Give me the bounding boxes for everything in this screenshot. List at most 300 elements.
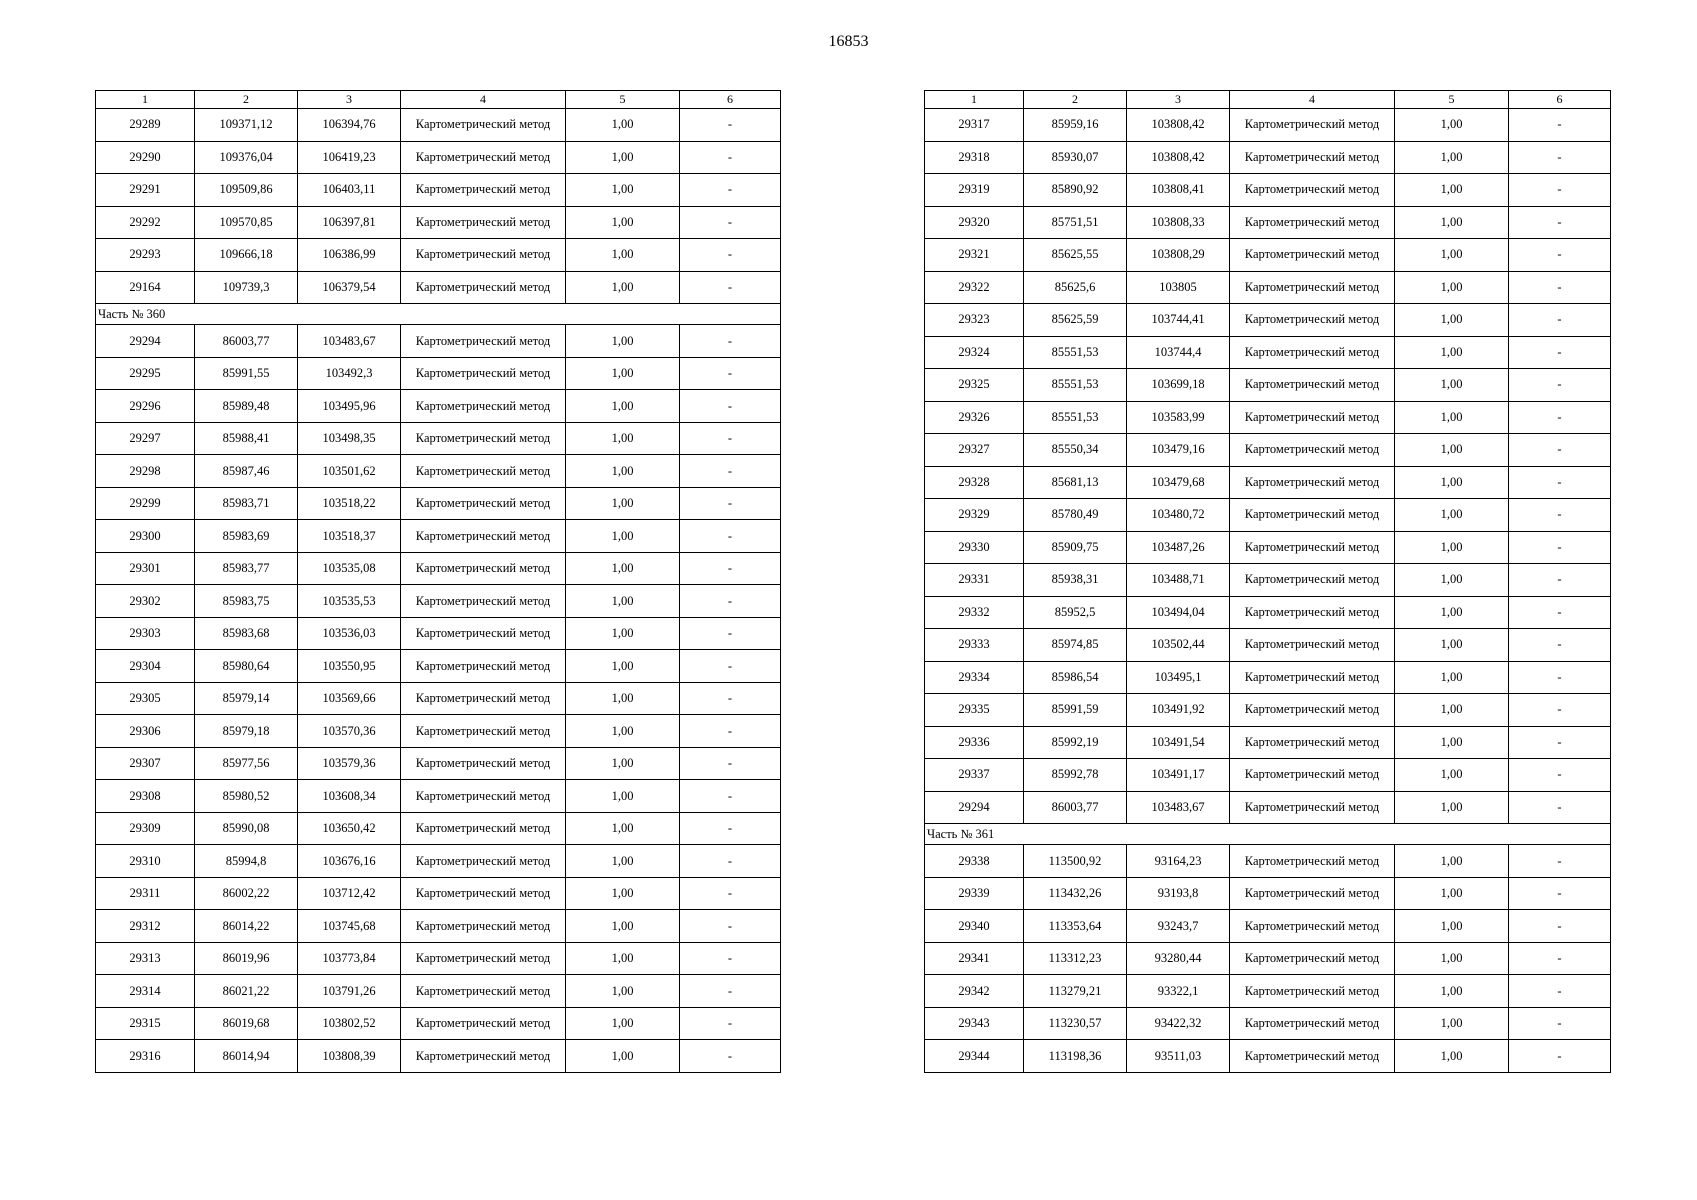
method-cell: Картометрический метод [1230, 596, 1395, 629]
accuracy-cell: 1,00 [1395, 564, 1509, 597]
y-coordinate-cell: 103501,62 [298, 455, 401, 488]
method-cell: Картометрический метод [401, 141, 566, 174]
column-header: 5 [1395, 91, 1509, 109]
accuracy-cell: 1,00 [1395, 466, 1509, 499]
note-cell: - [680, 975, 781, 1008]
note-cell: - [1509, 304, 1611, 337]
note-cell: - [1509, 369, 1611, 402]
y-coordinate-cell: 103745,68 [298, 910, 401, 943]
table-header-row [925, 91, 1611, 109]
y-coordinate-cell: 103712,42 [298, 877, 401, 910]
note-cell: - [1509, 596, 1611, 629]
y-coordinate-cell: 103483,67 [1127, 791, 1230, 824]
table-row [96, 877, 781, 910]
x-coordinate-cell: 85959,16 [1024, 109, 1127, 142]
table-row [96, 1007, 781, 1040]
accuracy-cell: 1,00 [1395, 336, 1509, 369]
method-cell: Картометрический метод [401, 942, 566, 975]
y-coordinate-cell: 106397,81 [298, 206, 401, 239]
note-cell: - [1509, 401, 1611, 434]
table-row [925, 434, 1611, 467]
method-cell: Картометрический метод [401, 747, 566, 780]
x-coordinate-cell: 85974,85 [1024, 629, 1127, 662]
note-cell: - [1509, 531, 1611, 564]
method-cell: Картометрический метод [401, 325, 566, 358]
table-row [96, 650, 781, 683]
point-number-cell: 29291 [96, 174, 195, 207]
point-number-cell: 29343 [925, 1007, 1024, 1040]
note-cell: - [680, 239, 781, 272]
table-row [925, 975, 1611, 1008]
method-cell: Картометрический метод [401, 975, 566, 1008]
accuracy-cell: 1,00 [566, 910, 680, 943]
x-coordinate-cell: 85980,64 [195, 650, 298, 683]
x-coordinate-cell: 85988,41 [195, 422, 298, 455]
x-coordinate-cell: 85979,14 [195, 682, 298, 715]
accuracy-cell: 1,00 [1395, 910, 1509, 943]
y-coordinate-cell: 93243,7 [1127, 910, 1230, 943]
point-number-cell: 29311 [96, 877, 195, 910]
x-coordinate-cell: 85992,78 [1024, 759, 1127, 792]
method-cell: Картометрический метод [401, 520, 566, 553]
y-coordinate-cell: 103569,66 [298, 682, 401, 715]
accuracy-cell: 1,00 [566, 455, 680, 488]
x-coordinate-cell: 86003,77 [1024, 791, 1127, 824]
point-number-cell: 29318 [925, 141, 1024, 174]
y-coordinate-cell: 103791,26 [298, 975, 401, 1008]
accuracy-cell: 1,00 [1395, 109, 1509, 142]
accuracy-cell: 1,00 [1395, 942, 1509, 975]
method-cell: Картометрический метод [401, 1007, 566, 1040]
accuracy-cell: 1,00 [566, 325, 680, 358]
table-row [96, 975, 781, 1008]
point-number-cell: 29306 [96, 715, 195, 748]
table-row [925, 271, 1611, 304]
point-number-cell: 29303 [96, 617, 195, 650]
point-number-cell: 29317 [925, 109, 1024, 142]
note-cell: - [1509, 975, 1611, 1008]
method-cell: Картометрический метод [1230, 726, 1395, 759]
y-coordinate-cell: 103808,29 [1127, 239, 1230, 272]
note-cell: - [680, 1040, 781, 1073]
method-cell: Картометрический метод [1230, 910, 1395, 943]
accuracy-cell: 1,00 [1395, 759, 1509, 792]
y-coordinate-cell: 103570,36 [298, 715, 401, 748]
point-number-cell: 29325 [925, 369, 1024, 402]
accuracy-cell: 1,00 [566, 585, 680, 618]
table-row [96, 520, 781, 553]
y-coordinate-cell: 103535,53 [298, 585, 401, 618]
x-coordinate-cell: 85983,68 [195, 617, 298, 650]
accuracy-cell: 1,00 [566, 975, 680, 1008]
table-row [925, 942, 1611, 975]
point-number-cell: 29302 [96, 585, 195, 618]
point-number-cell: 29289 [96, 109, 195, 142]
y-coordinate-cell: 103808,42 [1127, 109, 1230, 142]
note-cell: - [680, 520, 781, 553]
method-cell: Картометрический метод [401, 552, 566, 585]
accuracy-cell: 1,00 [1395, 1007, 1509, 1040]
column-header: 1 [96, 91, 195, 109]
table-row [96, 1040, 781, 1073]
method-cell: Картометрический метод [1230, 336, 1395, 369]
y-coordinate-cell: 103805 [1127, 271, 1230, 304]
method-cell: Картометрический метод [401, 271, 566, 304]
x-coordinate-cell: 85983,77 [195, 552, 298, 585]
table-row [96, 617, 781, 650]
x-coordinate-cell: 85994,8 [195, 845, 298, 878]
x-coordinate-cell: 109666,18 [195, 239, 298, 272]
note-cell: - [680, 271, 781, 304]
table-row [925, 401, 1611, 434]
table-row [925, 564, 1611, 597]
method-cell: Картометрический метод [1230, 759, 1395, 792]
table-row [96, 780, 781, 813]
point-number-cell: 29331 [925, 564, 1024, 597]
x-coordinate-cell: 109570,85 [195, 206, 298, 239]
method-cell: Картометрический метод [1230, 531, 1395, 564]
table-row [96, 239, 781, 272]
x-coordinate-cell: 85986,54 [1024, 661, 1127, 694]
point-number-cell: 29333 [925, 629, 1024, 662]
y-coordinate-cell: 106386,99 [298, 239, 401, 272]
point-number-cell: 29313 [96, 942, 195, 975]
method-cell: Картометрический метод [1230, 141, 1395, 174]
accuracy-cell: 1,00 [566, 206, 680, 239]
method-cell: Картометрический метод [1230, 239, 1395, 272]
y-coordinate-cell: 103583,99 [1127, 401, 1230, 434]
method-cell: Картометрический метод [1230, 845, 1395, 878]
method-cell: Картометрический метод [1230, 466, 1395, 499]
y-coordinate-cell: 103491,92 [1127, 694, 1230, 727]
x-coordinate-cell: 85983,75 [195, 585, 298, 618]
method-cell: Картометрический метод [401, 617, 566, 650]
method-cell: Картометрический метод [1230, 206, 1395, 239]
y-coordinate-cell: 103802,52 [298, 1007, 401, 1040]
note-cell: - [680, 942, 781, 975]
point-number-cell: 29335 [925, 694, 1024, 727]
accuracy-cell: 1,00 [1395, 239, 1509, 272]
section-row [96, 304, 781, 325]
table-row [96, 715, 781, 748]
column-header: 2 [1024, 91, 1127, 109]
table-row [925, 336, 1611, 369]
x-coordinate-cell: 86003,77 [195, 325, 298, 358]
x-coordinate-cell: 85625,59 [1024, 304, 1127, 337]
method-cell: Картометрический метод [1230, 271, 1395, 304]
accuracy-cell: 1,00 [566, 271, 680, 304]
accuracy-cell: 1,00 [1395, 271, 1509, 304]
table-row [96, 206, 781, 239]
y-coordinate-cell: 106403,11 [298, 174, 401, 207]
note-cell: - [1509, 271, 1611, 304]
accuracy-cell: 1,00 [566, 239, 680, 272]
accuracy-cell: 1,00 [1395, 174, 1509, 207]
method-cell: Картометрический метод [401, 357, 566, 390]
column-header: 5 [566, 91, 680, 109]
x-coordinate-cell: 85983,69 [195, 520, 298, 553]
method-cell: Картометрический метод [401, 206, 566, 239]
accuracy-cell: 1,00 [1395, 499, 1509, 532]
left-coordinates-table [95, 90, 781, 1073]
accuracy-cell: 1,00 [566, 682, 680, 715]
table-row [96, 357, 781, 390]
note-cell: - [680, 390, 781, 423]
table-row [96, 682, 781, 715]
method-cell: Картометрический метод [1230, 499, 1395, 532]
y-coordinate-cell: 103699,18 [1127, 369, 1230, 402]
table-row [96, 455, 781, 488]
accuracy-cell: 1,00 [1395, 629, 1509, 662]
right-coordinates-table [924, 90, 1611, 1073]
note-cell: - [1509, 239, 1611, 272]
x-coordinate-cell: 86002,22 [195, 877, 298, 910]
table-row [925, 759, 1611, 792]
table-row [96, 552, 781, 585]
x-coordinate-cell: 85930,07 [1024, 141, 1127, 174]
y-coordinate-cell: 103487,26 [1127, 531, 1230, 564]
y-coordinate-cell: 93193,8 [1127, 877, 1230, 910]
x-coordinate-cell: 86014,94 [195, 1040, 298, 1073]
point-number-cell: 29164 [96, 271, 195, 304]
method-cell: Картометрический метод [401, 239, 566, 272]
note-cell: - [680, 487, 781, 520]
method-cell: Картометрический метод [1230, 434, 1395, 467]
point-number-cell: 29327 [925, 434, 1024, 467]
x-coordinate-cell: 85977,56 [195, 747, 298, 780]
accuracy-cell: 1,00 [1395, 531, 1509, 564]
method-cell: Картометрический метод [401, 845, 566, 878]
y-coordinate-cell: 103495,96 [298, 390, 401, 423]
accuracy-cell: 1,00 [566, 552, 680, 585]
point-number-cell: 29342 [925, 975, 1024, 1008]
y-coordinate-cell: 103491,17 [1127, 759, 1230, 792]
point-number-cell: 29308 [96, 780, 195, 813]
accuracy-cell: 1,00 [1395, 369, 1509, 402]
accuracy-cell: 1,00 [1395, 975, 1509, 1008]
x-coordinate-cell: 85890,92 [1024, 174, 1127, 207]
note-cell: - [680, 617, 781, 650]
y-coordinate-cell: 93511,03 [1127, 1040, 1230, 1073]
table-row [96, 487, 781, 520]
point-number-cell: 29336 [925, 726, 1024, 759]
y-coordinate-cell: 103492,3 [298, 357, 401, 390]
y-coordinate-cell: 106419,23 [298, 141, 401, 174]
point-number-cell: 29324 [925, 336, 1024, 369]
x-coordinate-cell: 109509,86 [195, 174, 298, 207]
accuracy-cell: 1,00 [1395, 401, 1509, 434]
point-number-cell: 29323 [925, 304, 1024, 337]
x-coordinate-cell: 85551,53 [1024, 369, 1127, 402]
accuracy-cell: 1,00 [566, 390, 680, 423]
point-number-cell: 29296 [96, 390, 195, 423]
point-number-cell: 29316 [96, 1040, 195, 1073]
note-cell: - [1509, 759, 1611, 792]
y-coordinate-cell: 103518,37 [298, 520, 401, 553]
method-cell: Картометрический метод [401, 174, 566, 207]
table-row [925, 791, 1611, 824]
method-cell: Картометрический метод [1230, 109, 1395, 142]
y-coordinate-cell: 93422,32 [1127, 1007, 1230, 1040]
table-row [925, 369, 1611, 402]
point-number-cell: 29307 [96, 747, 195, 780]
note-cell: - [1509, 910, 1611, 943]
y-coordinate-cell: 103518,22 [298, 487, 401, 520]
x-coordinate-cell: 113198,36 [1024, 1040, 1127, 1073]
y-coordinate-cell: 103479,16 [1127, 434, 1230, 467]
y-coordinate-cell: 103676,16 [298, 845, 401, 878]
note-cell: - [680, 141, 781, 174]
point-number-cell: 29341 [925, 942, 1024, 975]
method-cell: Картометрический метод [1230, 564, 1395, 597]
x-coordinate-cell: 85952,5 [1024, 596, 1127, 629]
accuracy-cell: 1,00 [566, 1040, 680, 1073]
x-coordinate-cell: 85991,55 [195, 357, 298, 390]
column-header: 6 [680, 91, 781, 109]
y-coordinate-cell: 93280,44 [1127, 942, 1230, 975]
x-coordinate-cell: 85551,53 [1024, 336, 1127, 369]
accuracy-cell: 1,00 [1395, 791, 1509, 824]
note-cell: - [1509, 791, 1611, 824]
column-header: 2 [195, 91, 298, 109]
method-cell: Картометрический метод [401, 109, 566, 142]
column-header: 3 [1127, 91, 1230, 109]
note-cell: - [680, 715, 781, 748]
x-coordinate-cell: 85990,08 [195, 812, 298, 845]
column-header: 4 [401, 91, 566, 109]
table-row [96, 390, 781, 423]
point-number-cell: 29340 [925, 910, 1024, 943]
y-coordinate-cell: 103480,72 [1127, 499, 1230, 532]
x-coordinate-cell: 86019,96 [195, 942, 298, 975]
point-number-cell: 29312 [96, 910, 195, 943]
accuracy-cell: 1,00 [566, 141, 680, 174]
x-coordinate-cell: 85681,13 [1024, 466, 1127, 499]
note-cell: - [1509, 942, 1611, 975]
section-row [925, 824, 1611, 845]
note-cell: - [1509, 499, 1611, 532]
x-coordinate-cell: 85550,34 [1024, 434, 1127, 467]
x-coordinate-cell: 85780,49 [1024, 499, 1127, 532]
note-cell: - [1509, 206, 1611, 239]
note-cell: - [680, 455, 781, 488]
note-cell: - [680, 780, 781, 813]
x-coordinate-cell: 85625,55 [1024, 239, 1127, 272]
note-cell: - [680, 109, 781, 142]
point-number-cell: 29337 [925, 759, 1024, 792]
table-row [96, 422, 781, 455]
note-cell: - [1509, 1007, 1611, 1040]
table-row [925, 1007, 1611, 1040]
accuracy-cell: 1,00 [566, 877, 680, 910]
accuracy-cell: 1,00 [566, 942, 680, 975]
section-label: Часть № 361 [925, 824, 1611, 845]
point-number-cell: 29332 [925, 596, 1024, 629]
note-cell: - [680, 422, 781, 455]
table-row [925, 206, 1611, 239]
table-row [925, 661, 1611, 694]
table-row [96, 109, 781, 142]
method-cell: Картометрический метод [1230, 975, 1395, 1008]
x-coordinate-cell: 113230,57 [1024, 1007, 1127, 1040]
table-row [925, 109, 1611, 142]
point-number-cell: 29326 [925, 401, 1024, 434]
table-row [925, 531, 1611, 564]
note-cell: - [1509, 174, 1611, 207]
accuracy-cell: 1,00 [566, 812, 680, 845]
x-coordinate-cell: 85909,75 [1024, 531, 1127, 564]
accuracy-cell: 1,00 [566, 1007, 680, 1040]
accuracy-cell: 1,00 [1395, 726, 1509, 759]
method-cell: Картометрический метод [401, 812, 566, 845]
point-number-cell: 29305 [96, 682, 195, 715]
table-row [925, 1040, 1611, 1073]
table-row [925, 466, 1611, 499]
method-cell: Картометрический метод [401, 1040, 566, 1073]
column-header: 3 [298, 91, 401, 109]
accuracy-cell: 1,00 [566, 357, 680, 390]
point-number-cell: 29329 [925, 499, 1024, 532]
x-coordinate-cell: 85989,48 [195, 390, 298, 423]
note-cell: - [1509, 466, 1611, 499]
y-coordinate-cell: 93164,23 [1127, 845, 1230, 878]
accuracy-cell: 1,00 [1395, 1040, 1509, 1073]
note-cell: - [1509, 694, 1611, 727]
accuracy-cell: 1,00 [566, 650, 680, 683]
accuracy-cell: 1,00 [1395, 661, 1509, 694]
y-coordinate-cell: 103488,71 [1127, 564, 1230, 597]
point-number-cell: 29309 [96, 812, 195, 845]
x-coordinate-cell: 85625,6 [1024, 271, 1127, 304]
method-cell: Картометрический метод [1230, 1040, 1395, 1073]
accuracy-cell: 1,00 [566, 487, 680, 520]
note-cell: - [680, 682, 781, 715]
x-coordinate-cell: 85979,18 [195, 715, 298, 748]
point-number-cell: 29298 [96, 455, 195, 488]
method-cell: Картометрический метод [1230, 877, 1395, 910]
column-header: 6 [1509, 91, 1611, 109]
point-number-cell: 29320 [925, 206, 1024, 239]
accuracy-cell: 1,00 [566, 422, 680, 455]
accuracy-cell: 1,00 [566, 780, 680, 813]
x-coordinate-cell: 113432,26 [1024, 877, 1127, 910]
table-row [925, 910, 1611, 943]
table-row [96, 174, 781, 207]
accuracy-cell: 1,00 [1395, 596, 1509, 629]
point-number-cell: 29295 [96, 357, 195, 390]
y-coordinate-cell: 106379,54 [298, 271, 401, 304]
x-coordinate-cell: 85987,46 [195, 455, 298, 488]
point-number-cell: 29293 [96, 239, 195, 272]
point-number-cell: 29314 [96, 975, 195, 1008]
point-number-cell: 29299 [96, 487, 195, 520]
table-row [925, 174, 1611, 207]
y-coordinate-cell: 93322,1 [1127, 975, 1230, 1008]
column-header: 4 [1230, 91, 1395, 109]
note-cell: - [680, 174, 781, 207]
table-row [925, 845, 1611, 878]
method-cell: Картометрический метод [1230, 629, 1395, 662]
note-cell: - [1509, 141, 1611, 174]
y-coordinate-cell: 103579,36 [298, 747, 401, 780]
section-label: Часть № 360 [96, 304, 781, 325]
point-number-cell: 29310 [96, 845, 195, 878]
table-row [96, 141, 781, 174]
accuracy-cell: 1,00 [566, 174, 680, 207]
point-number-cell: 29338 [925, 845, 1024, 878]
y-coordinate-cell: 103550,95 [298, 650, 401, 683]
note-cell: - [680, 206, 781, 239]
